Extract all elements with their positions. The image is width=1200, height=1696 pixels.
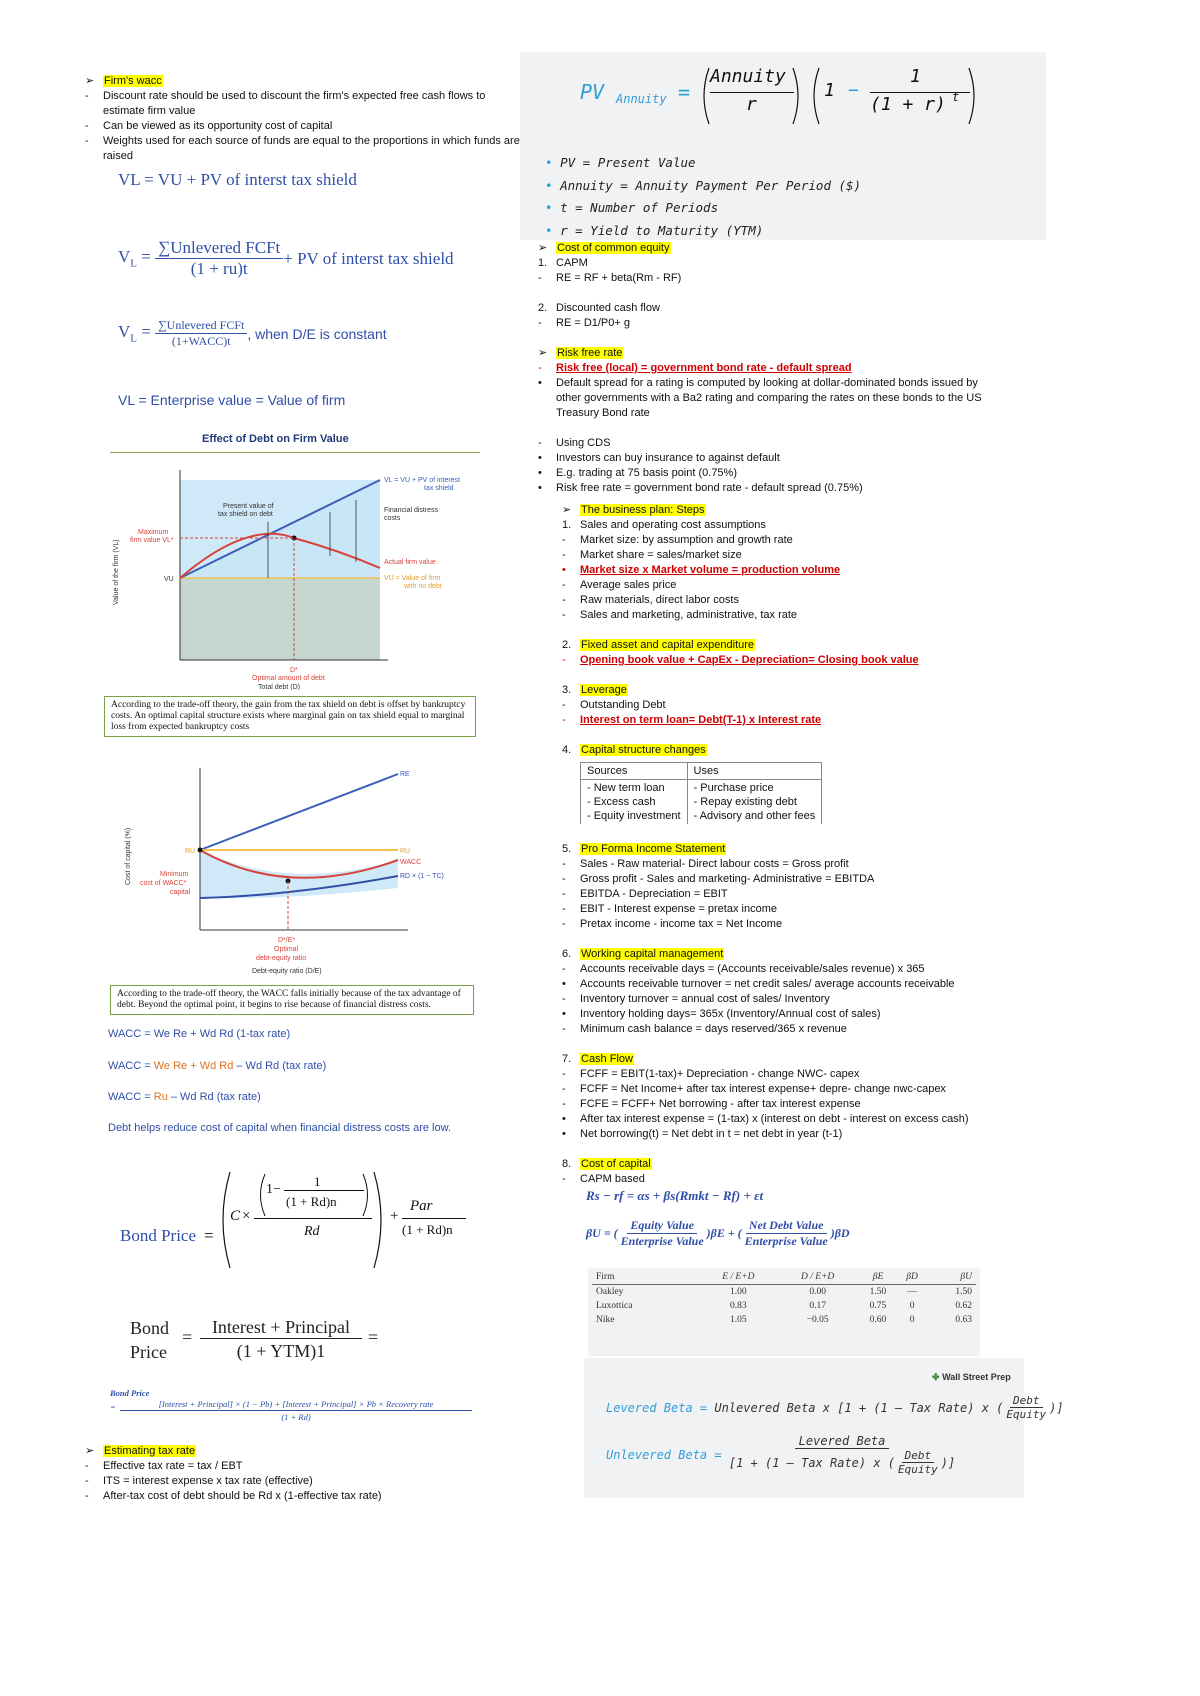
annuity-definitions [545,152,861,242]
chart1-no-debt-area [180,578,380,660]
vl-enterprise-value: VL = Enterprise value = Value of firm [118,392,346,408]
tax-heading: Estimating tax rate [104,1445,196,1457]
chart1-vu-axis-label: VU [164,576,174,583]
chart1-actual-label: Actual firm value [384,559,436,566]
chart1-opt-label: Optimal amount of debt [252,675,325,682]
wacc-bullet: Weights used for each source of funds are equal to the proportions in which funds are [103,135,520,147]
levered-beta-formula: Levered Beta = Unlevered Beta x [1 + (1 – Tax Rate) x ( $\frac{\text{Debt}}{\text{Equity}}$ )] [606,1394,1064,1421]
chart1-dstar-label: D* [290,667,298,674]
wacc-formula-1: WACC = We Re + Wd Rd (1-tax rate) [108,1028,291,1040]
chart1-max-label: firm value VL* [130,537,174,544]
wsp-logo: ✤ Wall Street Prep [932,1372,1011,1382]
chart2-re-label: RE [400,771,410,778]
annuity-def: • t = Number of Periods [545,200,719,215]
bond-simple-formula: Bond Price [130,1318,170,1362]
unlevered-beta-equation: βU = ( $\frac{\text{Equity Value}}{\text{Enterprise Value}}$ ) βE + ( $\frac{\text{Net Debt Value}}{\text{Enterprise Value}}$ ) βD [586,1218,850,1248]
coe-section: ➢ Cost of common equity 1. CAPM - RE = RF + beta(Rm - RF) 2. Discounted cash flow - RE = D1/P0+ g [538,242,682,329]
wacc-formula-3: WACC = Ru – Wd Rd (tax rate) [108,1091,261,1103]
leaf-icon: ✤ [932,1372,940,1382]
left-column: ➢ Firm's wacc - Discount rate should be used to discount the firm's expected free cash flows to estimate firm value - Can be viewed as its opportunity cost of capital - Weights used for each source of funds are equal to the proportions in which funds are raised [85,74,565,164]
bond-price-formula: Bond Price = C × 1− 1 (1 + Rd)n Rd + Par (1 + Rd)n [118,1170,478,1270]
vl-formula-2: $V_L$ = $\frac{\text{∑Unlevered FCFt}}{(1 + ru)t}$ + PV of interst tax shield [118,238,454,278]
annuity-def: • Annuity = Annuity Payment Per Period ($) [545,177,862,193]
rfr-section: ➢ Risk free rate - Risk free (local) = government bond rate - default spread • Default spread for a rating is computed by looking at dollar-dominated bonds issued by other governments with a Ba2 rating and comparing the rates on these bonds to the US Treasury Bond rate - Using CDS • Investors can buy insurance to against default • E.g. trading at 75 basis point (0.75%) • Risk free rate = government bond rate - default spread (0.75%) [538,347,982,494]
chart1-vu-line-label: VU = Value of firm [384,575,441,582]
chart2-ru-label: RU [400,848,411,855]
chart2-min-label: cost of WACC* [140,880,187,887]
firm-wacc-heading: ➢ Firm's wacc [85,75,162,87]
chart1-pv-shield-label: Present value of [223,503,274,510]
sources-uses-table: Sources Uses - New term loan - Excess cash - Equity investment - Purchase price - Repay existing debt - Advisory and other fees [580,762,822,824]
chart2-xlabel: Debt-equity ratio (D/E) [252,968,322,975]
rfr-heading: Risk free rate [557,347,623,359]
chart1-firm-value [108,460,488,690]
bp-heading: The business plan: Steps [581,504,705,516]
bond-simple-fraction: Interest + Principal (1 + YTM)1 [200,1316,362,1363]
tax-bullet: ITS = interest expense x tax rate (effective) [103,1475,313,1487]
chart1-xlabel: Total debt (D) [258,684,301,690]
chart1-vl-label: VL = VU + PV of interest [384,477,461,484]
chart2-rd-label: RD × (1 − TC) [400,873,444,880]
chart1-ylabel: Value of the firm (VL) [113,539,120,605]
annuity-def: • r = Yield to Maturity (YTM) [545,222,764,238]
chart2-re-line [200,774,398,850]
annuity-formula: PV Annuity = Annuity r 1 − 1 (1 + r) t [580,72,1020,132]
wacc-bullet: estimate firm value [103,105,196,117]
chart1-fdc-label: costs [384,515,401,522]
wacc-bullet: Can be viewed as its opportunity cost of capital [103,120,333,132]
coe-heading: Cost of common equity [557,242,670,254]
risky-bond-label: Bond Price [110,1388,150,1398]
chart1-fdc-label: Financial distress [384,507,439,514]
chart2-min-label: Minimum [160,871,189,878]
chart1-pv-shield-label: tax shield on debt [218,511,273,518]
capm-equation: Rs − rf = αs + βs(Rmkt − Rf) + εt [586,1188,764,1203]
chart1-vl-label: tax shield [424,485,454,492]
chart2-wacc-label: WACC [400,859,422,866]
chart2-caption: According to the trade-off theory, the WACC falls initially because of the tax advantage of debt. Beyond the optimal point, it begins to rise because of financial distress costs. [110,985,474,1015]
chart2-ru-label: RU [185,848,196,855]
wacc-formula-2: WACC = We Re + Wd Rd – Wd Rd (tax rate) [108,1060,327,1072]
unlevered-beta-formula: Unlevered Beta = Levered Beta [1 + (1 – Tax Rate) x ( $\frac{\text{Debt}}{\text{Equity}}$ )] [606,1434,956,1476]
wacc-bullet: raised [103,150,133,162]
chart1-title-rule [110,452,480,453]
wacc-note: Debt helps reduce cost of capital when financial distress costs are low. [108,1122,452,1134]
chart1-title: Effect of Debt on Firm Value [202,433,349,445]
risky-bond-formula: [Interest + Principal] × (1 − Pb) + [Interest + Principal] × Pb × Recovery rate (1 + Rd) [120,1398,472,1423]
chart2-de-label: D*/E* [278,937,296,944]
chart1-vu-line-label: with no debt [404,583,442,590]
beta-table-row: Luxottica 0.83 0.17 0.75 0 0.62 [596,1301,972,1311]
chart2-opt-label: Optimal [274,946,299,953]
tax-bullet: Effective tax rate = tax / EBT [103,1460,243,1472]
chart2-cost-of-capital [108,760,488,982]
tax-bullet: After-tax cost of debt should be Rd x (1-effective tax rate) [103,1490,382,1502]
beta-table-row: Oakley 1.00 0.00 1.50 — 1.50 [596,1287,972,1297]
tax-section: ➢ Estimating tax rate - Effective tax rate = tax / EBT - ITS = interest expense x tax rate (effective) - After-tax cost of debt should be Rd x (1-effective tax rate) [85,1445,382,1502]
business-plan-section: ➢ The business plan: Steps 1. Sales and operating cost assumptions - Market size: by assumption and growth rate - Market share = sales/market size • Market size x Market volume = production volume - Average sales price - Raw materials, direct labor costs - Sales and marketing, administrative, tax rate 2. Fixed asset and capital expenditure - Opening book value + CapEx - Depreciation= Closing book value 3. Leverage - Outstanding Debt - Interest on term loan= Debt(T-1) x Interest rate 4. Capital structure changes Sources Uses - New term loan - Excess cash - Equity investment - Purchase price - Repay existing debt - Advisory and other fees 5. Pro Forma Income Statement - Sales - Raw material- Direct labour costs = Gross profit - Gross profit - Sales and marketing- Administrative = EBITDA - EBITDA - Depreciation = EBIT - EBIT - Interest expense = pretax income - Pretax income - income tax = Net Income 6. Working capital management - Accounts receivable days = (Accounts receivable/sales revenue) x 365 • Accounts receivable turnover = net credit sales/ average accounts receivable - Inventory turnover = annual cost of sales/ Inventory • Inventory holding days= 365x (Inventory/Annual cost of sales) - Minimum cash balance = days reserved/365 x revenue 7. Cash Flow - FCFF = EBIT(1-tax)+ Depreciation - change NWC- capex - FCFF = Net Income+ after tax interest expense+ depre- change nwc-capex - FCFE = FCFF+ Net borrowing - after tax interest expense • After tax interest expense = (1-tax) x (interest on debt - interest on excess cash) • Net borrowing(t) = Net debt in t = net debt in year (t-1) 8. Cost of capital - CAPM based [562,504,969,1185]
chart2-start-point [198,848,203,853]
vl-formula-3: $V_L$ = $\frac{\text{∑Unlevered FCFt}}{\text{(1+WACC)t}}$ , when D/E is constant [118,318,387,348]
chart1-max-label: Maximum [138,529,169,536]
chart2-min-label: capital [170,889,191,896]
beta-table: Firm E / E+D D / E+D βE βD βU Oakley 1.00 0.00 1.50 — 1.50 Luxottica 0.83 0.17 0.75 0 0.62 Nike 1.05 −0.05 0.60 0 0.63 [592,1270,976,1327]
beta-table-row: Nike 1.05 −0.05 0.60 0 0.63 [596,1315,972,1325]
chart2-opt-label: debt-equity ratio [256,955,307,962]
wacc-bullet: Discount rate should be used to discount the firm's expected free cash flows to [103,90,486,102]
chart1-caption: According to the trade-off theory, the gain from the tax shield on debt is offset by bankruptcy costs. An optimal capital structure exists where marginal gain on tax shield equal to marginal loss from expected bankruptcy costs [104,696,476,737]
annuity-def: • PV = Present Value [545,155,696,170]
vl-formula-1: VL = VU + PV of interst tax shield [118,170,357,189]
chart2-ylabel: Cost of capital (%) [125,827,132,885]
